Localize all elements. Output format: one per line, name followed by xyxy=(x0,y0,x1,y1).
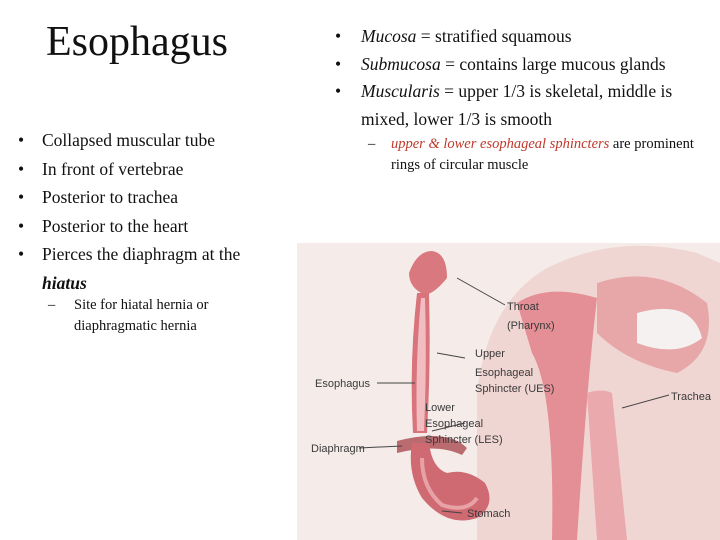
sub-bullet-dash: – xyxy=(48,297,56,313)
list-item-muscularis xyxy=(335,78,720,133)
list-item-mucosa xyxy=(335,23,720,51)
desc-muscularis: = upper 1/3 is skeletal, middle is mixed, lower 1/3 is smooth xyxy=(361,81,673,129)
les-label-line3: Sphincter (LES) xyxy=(425,434,503,446)
list-item: • Posterior to trachea xyxy=(18,183,286,212)
list-item-hiatus xyxy=(18,240,286,297)
diaphragm-label: Diaphragm xyxy=(311,443,365,455)
ues-label-line3: Sphincter (UES) xyxy=(475,383,555,395)
esophagus-label: Esophagus xyxy=(315,378,371,390)
hernia-sub-bullet xyxy=(48,295,278,337)
list-item: • In front of vertebrae xyxy=(18,155,286,184)
hiatus-term: hiatus xyxy=(42,272,87,293)
sphincters-highlight: upper & lower esophageal sphincters xyxy=(391,136,610,152)
pharynx-label: (Pharynx) xyxy=(507,320,555,332)
slide-title: Esophagus xyxy=(46,19,228,65)
list-item-submucosa xyxy=(335,51,720,79)
sphincters-sub-bullet xyxy=(368,134,713,176)
esophagus-anatomy-illustration xyxy=(297,243,720,540)
sub-bullet-dash: – xyxy=(368,136,376,152)
throat-label: Throat xyxy=(507,301,539,313)
les-label-line1: Lower xyxy=(425,402,455,414)
list-item: • Collapsed muscular tube xyxy=(18,126,286,155)
sub-bullet-text: Site for hiatal hernia or diaphragmatic hernia xyxy=(74,297,209,334)
ues-label-line2: Esophageal xyxy=(475,367,534,379)
sphincters-rest: are prominent rings of circular muscle xyxy=(391,136,694,173)
sub-bullet-text xyxy=(368,134,713,176)
les-label-line2: Esophageal xyxy=(425,418,484,430)
stomach-label: Stomach xyxy=(467,508,511,520)
term-submucosa: Submucosa xyxy=(361,53,441,74)
desc-submucosa: = contains large mucous glands xyxy=(440,53,666,74)
list-item: • Posterior to the heart xyxy=(18,212,286,241)
left-bullet-list xyxy=(18,126,286,297)
layers-bullet-list xyxy=(335,23,720,133)
hiatus-prefix: Pierces the diaphragm at the xyxy=(42,244,241,264)
trachea-label: Trachea xyxy=(671,391,711,403)
term-mucosa: Mucosa xyxy=(361,26,417,46)
term-muscularis: Muscularis xyxy=(361,81,440,101)
desc-mucosa: = stratified squamous xyxy=(416,26,572,46)
ues-label-line1: Upper xyxy=(475,348,505,360)
